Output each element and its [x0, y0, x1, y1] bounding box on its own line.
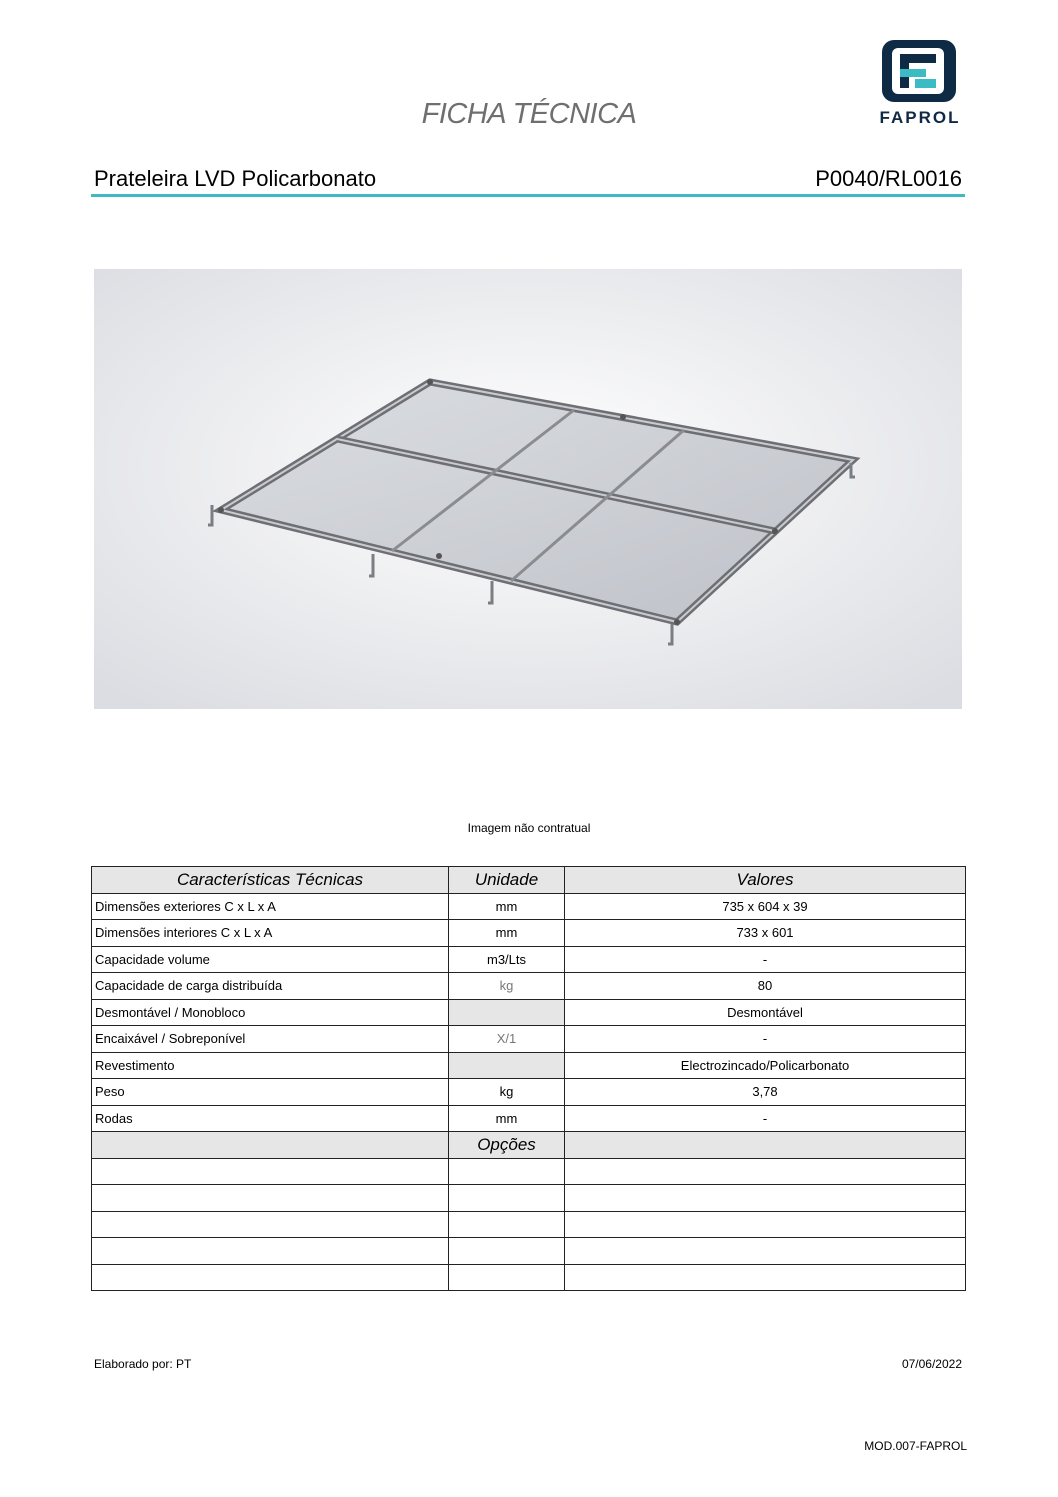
header-values: Valores: [565, 867, 966, 894]
option-row: [92, 1185, 966, 1212]
option-unit: [449, 1238, 565, 1265]
document-title: FICHA TÉCNICA: [421, 98, 637, 130]
row-label: Dimensões interiores C x L x A: [92, 920, 449, 947]
table-row: [92, 1052, 966, 1079]
row-unit: [449, 999, 565, 1026]
header-unit: Unidade: [449, 867, 565, 894]
row-unit: mm: [449, 893, 565, 920]
option-label: [92, 1238, 449, 1265]
row-label: Rodas: [92, 1105, 449, 1132]
option-label: [92, 1158, 449, 1185]
options-header: Opções: [449, 1132, 565, 1159]
option-unit: [449, 1158, 565, 1185]
row-value: 733 x 601: [565, 920, 966, 947]
row-unit: X/1: [449, 1026, 565, 1053]
row-value: 735 x 604 x 39: [565, 893, 966, 920]
row-label: Revestimento: [92, 1052, 449, 1079]
row-value: 3,78: [565, 1079, 966, 1106]
row-unit: mm: [449, 920, 565, 947]
row-label: Encaixável / Sobreponível: [92, 1026, 449, 1053]
row-value: Electrozincado/Policarbonato: [565, 1052, 966, 1079]
row-unit: kg: [449, 973, 565, 1000]
row-label: Capacidade volume: [92, 946, 449, 973]
row-unit: kg: [449, 1079, 565, 1106]
row-value: -: [565, 946, 966, 973]
image-caption: Imagem não contratual: [467, 821, 591, 835]
table-row: [92, 893, 966, 920]
product-image: [94, 269, 962, 709]
option-row: [92, 1238, 966, 1265]
option-row: [92, 1264, 966, 1291]
header-divider: [91, 194, 965, 197]
option-value: [565, 1211, 966, 1238]
row-label: Capacidade de carga distribuída: [92, 973, 449, 1000]
product-name: Prateleira LVD Policarbonato: [94, 166, 377, 191]
table-row: [92, 1026, 966, 1053]
row-label: Peso: [92, 1079, 449, 1106]
row-value: 80: [565, 973, 966, 1000]
table-row: [92, 1079, 966, 1106]
options-header-left: [92, 1132, 449, 1159]
option-label: [92, 1185, 449, 1212]
row-value: Desmontável: [565, 999, 966, 1026]
option-value: [565, 1185, 966, 1212]
header-characteristics: Características Técnicas: [92, 867, 449, 894]
spec-header-row: [92, 867, 966, 894]
row-label: Dimensões exteriores C x L x A: [92, 893, 449, 920]
table-row: [92, 946, 966, 973]
option-value: [565, 1238, 966, 1265]
row-value: -: [565, 1026, 966, 1053]
table-row: [92, 973, 966, 1000]
options-header-right: [565, 1132, 966, 1159]
option-unit: [449, 1264, 565, 1291]
table-row: [92, 920, 966, 947]
row-label: Desmontável / Monobloco: [92, 999, 449, 1026]
option-value: [565, 1158, 966, 1185]
option-unit: [449, 1185, 565, 1212]
options-header-row: [92, 1132, 966, 1159]
spec-table: [91, 866, 966, 1291]
option-label: [92, 1264, 449, 1291]
option-unit: [449, 1211, 565, 1238]
option-label: [92, 1211, 449, 1238]
row-unit: [449, 1052, 565, 1079]
option-row: [92, 1211, 966, 1238]
document-date: 07/06/2022: [901, 1357, 962, 1371]
form-id: MOD.007-FAPROL: [864, 1439, 967, 1453]
author-label: Elaborado por: PT: [94, 1357, 192, 1371]
option-row: [92, 1158, 966, 1185]
option-value: [565, 1264, 966, 1291]
logo-text: FAPROL: [879, 108, 961, 127]
row-value: -: [565, 1105, 966, 1132]
product-code: P0040/RL0016: [815, 166, 962, 191]
table-row: [92, 1105, 966, 1132]
row-unit: mm: [449, 1105, 565, 1132]
row-unit: m3/Lts: [449, 946, 565, 973]
table-row: [92, 999, 966, 1026]
